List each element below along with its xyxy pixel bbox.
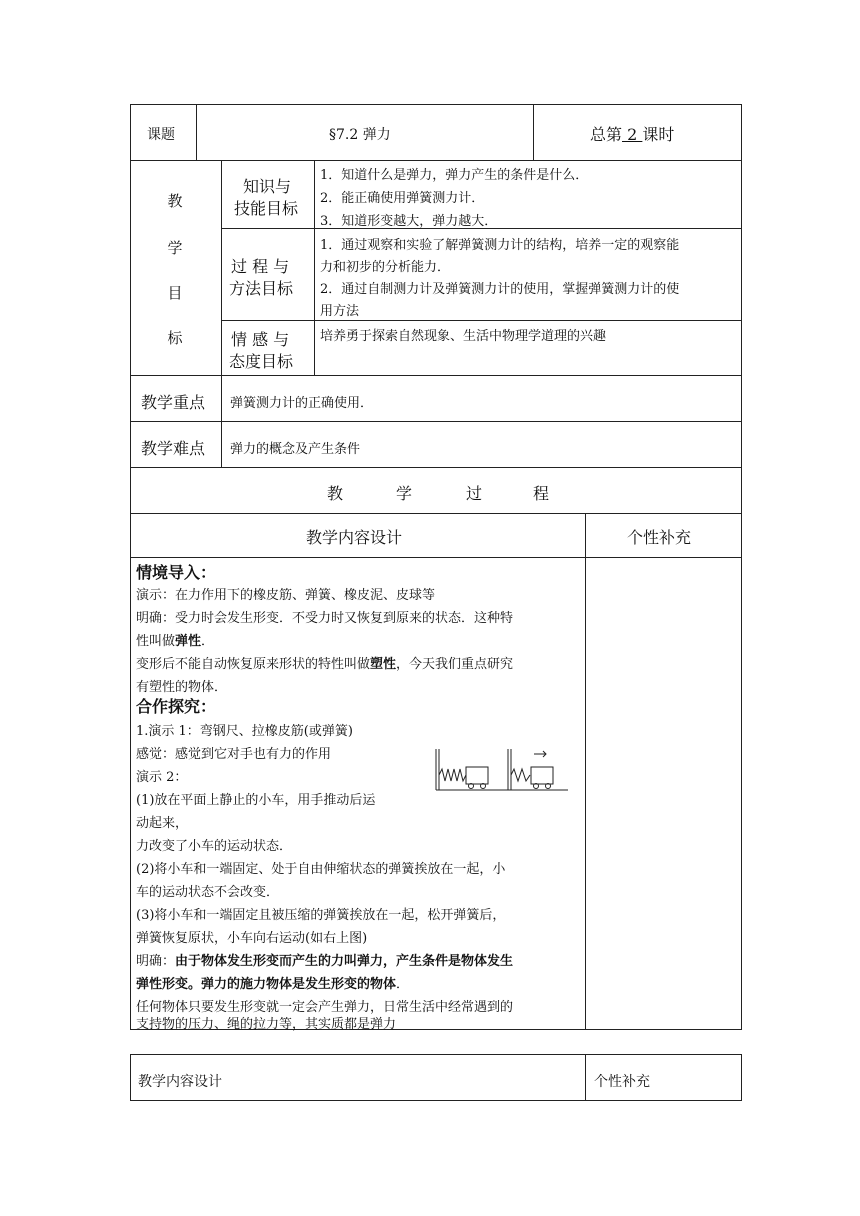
supplement-column-header: 个性补充 <box>627 528 692 547</box>
period-suffix: 课时 <box>642 125 675 144</box>
content-line: 演示 2： <box>136 770 188 785</box>
content-line: 弹簧恢复原状，小车向右运动(如右上图) <box>136 931 368 946</box>
content-line <box>136 630 214 649</box>
knowledge-label: 知识与 <box>243 177 292 196</box>
period-prefix: 总第 <box>590 125 623 144</box>
text-run: ，今天我们重点研究 <box>396 657 514 672</box>
coop-heading: 合作探究： <box>136 697 217 716</box>
knowledge-item: 1．知道什么是弹力，弹力产生的条件是什么． <box>320 168 589 183</box>
objectives-label-char: 标 <box>167 329 183 347</box>
content-line <box>136 973 409 992</box>
text-run: ． <box>201 634 215 649</box>
key-point-text: 弹簧测力计的正确使用． <box>230 396 374 411</box>
process-line: 力和初步的分析能力． <box>320 260 451 275</box>
knowledge-label: 技能目标 <box>234 199 299 218</box>
content-line: 动起来， <box>136 816 189 831</box>
topic-title: §7.2 弹力 <box>329 127 391 143</box>
content-line: (1)放在平面上静止的小车，用手推动后运 <box>136 793 376 808</box>
key-point-label: 教学重点 <box>141 393 206 412</box>
elastic-force-definition: 弹性形变。弹力的施力物体是发生形变的物体 <box>136 977 397 992</box>
emotion-label: 态度目标 <box>229 352 294 371</box>
content-line <box>136 653 513 672</box>
process-line: 2．通过自制测力计及弹簧测力计的使用，掌握弹簧测力计的使 <box>320 282 680 297</box>
term-plasticity: 塑性 <box>370 657 397 672</box>
content-line: 演示：在力作用下的橡皮筋、弹簧、橡皮泥、皮球等 <box>136 588 436 603</box>
content-line: 支持物的压力、绳的拉力等，其实质都是弹力 <box>136 1017 397 1032</box>
spring-cart-illustration <box>434 745 570 795</box>
text-run: 明确： <box>136 954 176 969</box>
process-title-char: 过 <box>466 484 483 503</box>
intro-heading: 情境导入： <box>136 563 217 582</box>
text-run: ． <box>396 977 410 992</box>
content-column-header: 教学内容设计 <box>306 528 403 547</box>
content-line: 任何物体只要发生形变就一定会产生弹力，日常生活中经常遇到的 <box>136 1000 514 1015</box>
knowledge-item: 2．能正确使用弹簧测力计． <box>320 191 485 206</box>
period-count <box>590 122 674 145</box>
emotion-text: 培养勇于探索自然现象、生活中物理学道理的兴趣 <box>320 329 607 344</box>
period-number: 2 <box>622 125 643 144</box>
term-elasticity: 弹性 <box>175 634 202 649</box>
second-supplement-header: 个性补充 <box>594 1074 650 1090</box>
objectives-label-char: 教 <box>167 192 183 210</box>
process-line: 用方法 <box>320 304 360 319</box>
content-line: 1.演示 1：弯钢尺、拉橡皮筋(或弹簧) <box>136 724 353 739</box>
difficult-point-text: 弹力的概念及产生条件 <box>230 442 361 457</box>
content-line <box>136 950 513 969</box>
objectives-label-char: 目 <box>167 284 183 302</box>
knowledge-item: 3．知道形变越大，弹力越大． <box>320 214 498 229</box>
text-run: 性叫做 <box>136 634 176 649</box>
content-line: 有塑性的物体． <box>136 680 228 695</box>
process-line: 1．通过观察和实验了解弹簧测力计的结构，培养一定的观察能 <box>320 238 680 253</box>
process-label: 过 程 与 <box>231 257 290 276</box>
second-content-header: 教学内容设计 <box>138 1074 222 1090</box>
emotion-label: 情 感 与 <box>231 330 290 349</box>
content-line: 车的运动状态不会改变． <box>136 885 280 900</box>
content-line: 明确：受力时会发生形变．不受力时又恢复到原来的状态．这种特 <box>136 611 514 626</box>
process-title-char: 学 <box>396 484 413 503</box>
content-line: 力改变了小车的运动状态． <box>136 839 293 854</box>
objectives-label-char: 学 <box>167 239 183 257</box>
process-title-char: 程 <box>533 484 550 503</box>
topic-label: 课题 <box>147 127 175 143</box>
content-line: 感觉：感觉到它对手也有力的作用 <box>136 747 332 762</box>
difficult-point-label: 教学难点 <box>141 439 206 458</box>
content-line: (2)将小车和一端固定、处于自由伸缩状态的弹簧挨放在一起，小 <box>136 862 506 877</box>
content-line: (3)将小车和一端固定且被压缩的弹簧挨放在一起，松开弹簧后， <box>136 908 506 923</box>
text-run: 变形后不能自动恢复原来形状的特性叫做 <box>136 657 371 672</box>
process-label: 方法目标 <box>229 279 294 298</box>
process-title-char: 教 <box>327 484 344 503</box>
elastic-force-definition: 由于物体发生形变而产生的力叫弹力，产生条件是物体发生 <box>175 954 514 969</box>
